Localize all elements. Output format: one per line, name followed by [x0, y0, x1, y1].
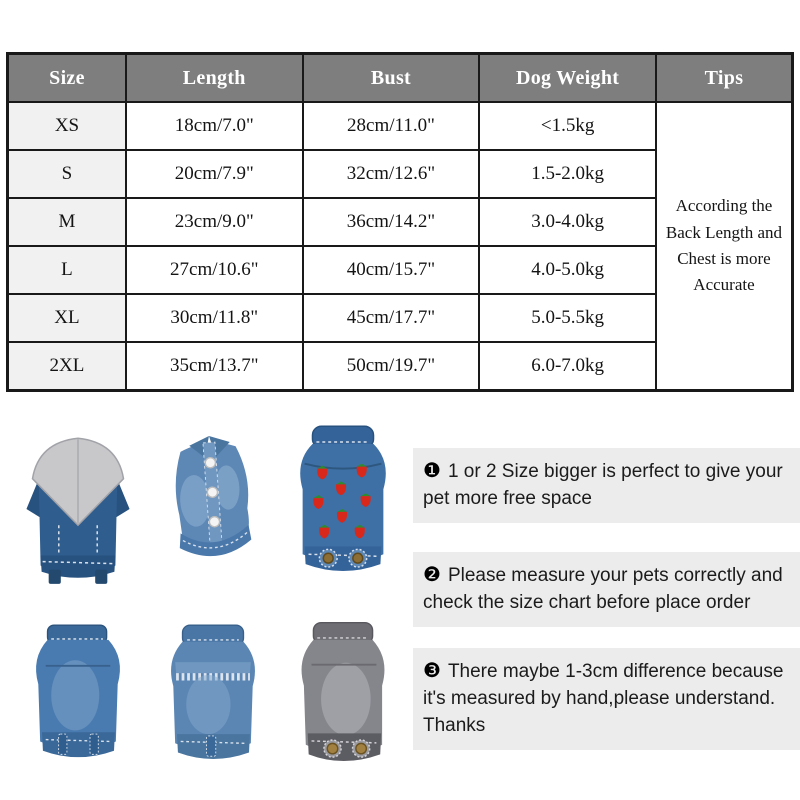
circled-number-1-icon: ❶ [423, 460, 441, 482]
denim-vest-gray-illustration [281, 611, 405, 787]
size-chart-section [6, 52, 794, 392]
size-value: XS [8, 102, 126, 150]
length-value: 30cm/11.8" [126, 294, 303, 342]
tips-note: According the Back Length and Chest is more Accurate [656, 102, 793, 391]
header-size: Size [8, 54, 126, 103]
size-chart-table [6, 52, 794, 392]
denim-jacket-snap-buttons-illustration [153, 419, 273, 595]
header-tips: Tips [656, 54, 793, 103]
length-value: 18cm/7.0" [126, 102, 303, 150]
size-value: M [8, 198, 126, 246]
dog-weight-value: 4.0-5.0kg [479, 246, 656, 294]
bust-value: 45cm/17.7" [303, 294, 480, 342]
note-1 [413, 448, 800, 523]
photo-denim-vest-gray [278, 606, 408, 792]
note-3-text: There maybe 1-3cm difference because it's measured by hand,please understand. Thanks [423, 661, 784, 736]
size-value: L [8, 246, 126, 294]
note-3 [413, 648, 800, 750]
photo-denim-vest-strawberries [278, 412, 408, 602]
dog-weight-value: 3.0-4.0kg [479, 198, 656, 246]
denim-vest-frayed-illustration [153, 611, 273, 787]
length-value: 35cm/13.7" [126, 342, 303, 391]
circled-number-3-icon: ❸ [423, 660, 441, 682]
header-bust: Bust [303, 54, 480, 103]
photo-denim-vest-blue-back [8, 606, 148, 792]
size-value: XL [8, 294, 126, 342]
length-value: 20cm/7.9" [126, 150, 303, 198]
bust-value: 50cm/19.7" [303, 342, 480, 391]
size-value: S [8, 150, 126, 198]
header-row [8, 54, 793, 103]
bust-value: 32cm/12.6" [303, 150, 480, 198]
length-value: 23cm/9.0" [126, 198, 303, 246]
photo-denim-jacket-snap-buttons [151, 412, 275, 602]
header-length: Length [126, 54, 303, 103]
bust-value: 36cm/14.2" [303, 198, 480, 246]
dog-weight-value: 1.5-2.0kg [479, 150, 656, 198]
photo-denim-vest-frayed [151, 606, 275, 792]
note-2 [413, 552, 800, 627]
photo-denim-jacket-gray-hood [8, 412, 148, 602]
dog-weight-value: <1.5kg [479, 102, 656, 150]
header-dog-weight: Dog Weight [479, 54, 656, 103]
size-value: 2XL [8, 342, 126, 391]
denim-vest-strawberries-illustration [279, 418, 407, 596]
bust-value: 40cm/15.7" [303, 246, 480, 294]
note-2-text: Please measure your pets correctly and check the size chart before place order [423, 565, 783, 613]
note-1-text: 1 or 2 Size bigger is perfect to give your pet more free space [423, 461, 783, 509]
length-value: 27cm/10.6" [126, 246, 303, 294]
circled-number-2-icon: ❷ [423, 564, 441, 586]
dog-weight-value: 5.0-5.5kg [479, 294, 656, 342]
product-photo-grid [8, 412, 410, 794]
bust-value: 28cm/11.0" [303, 102, 480, 150]
denim-jacket-gray-hood-illustration [12, 416, 144, 598]
denim-vest-blue-back-illustration [18, 611, 138, 787]
dog-weight-value: 6.0-7.0kg [479, 342, 656, 391]
table-row [8, 102, 793, 150]
